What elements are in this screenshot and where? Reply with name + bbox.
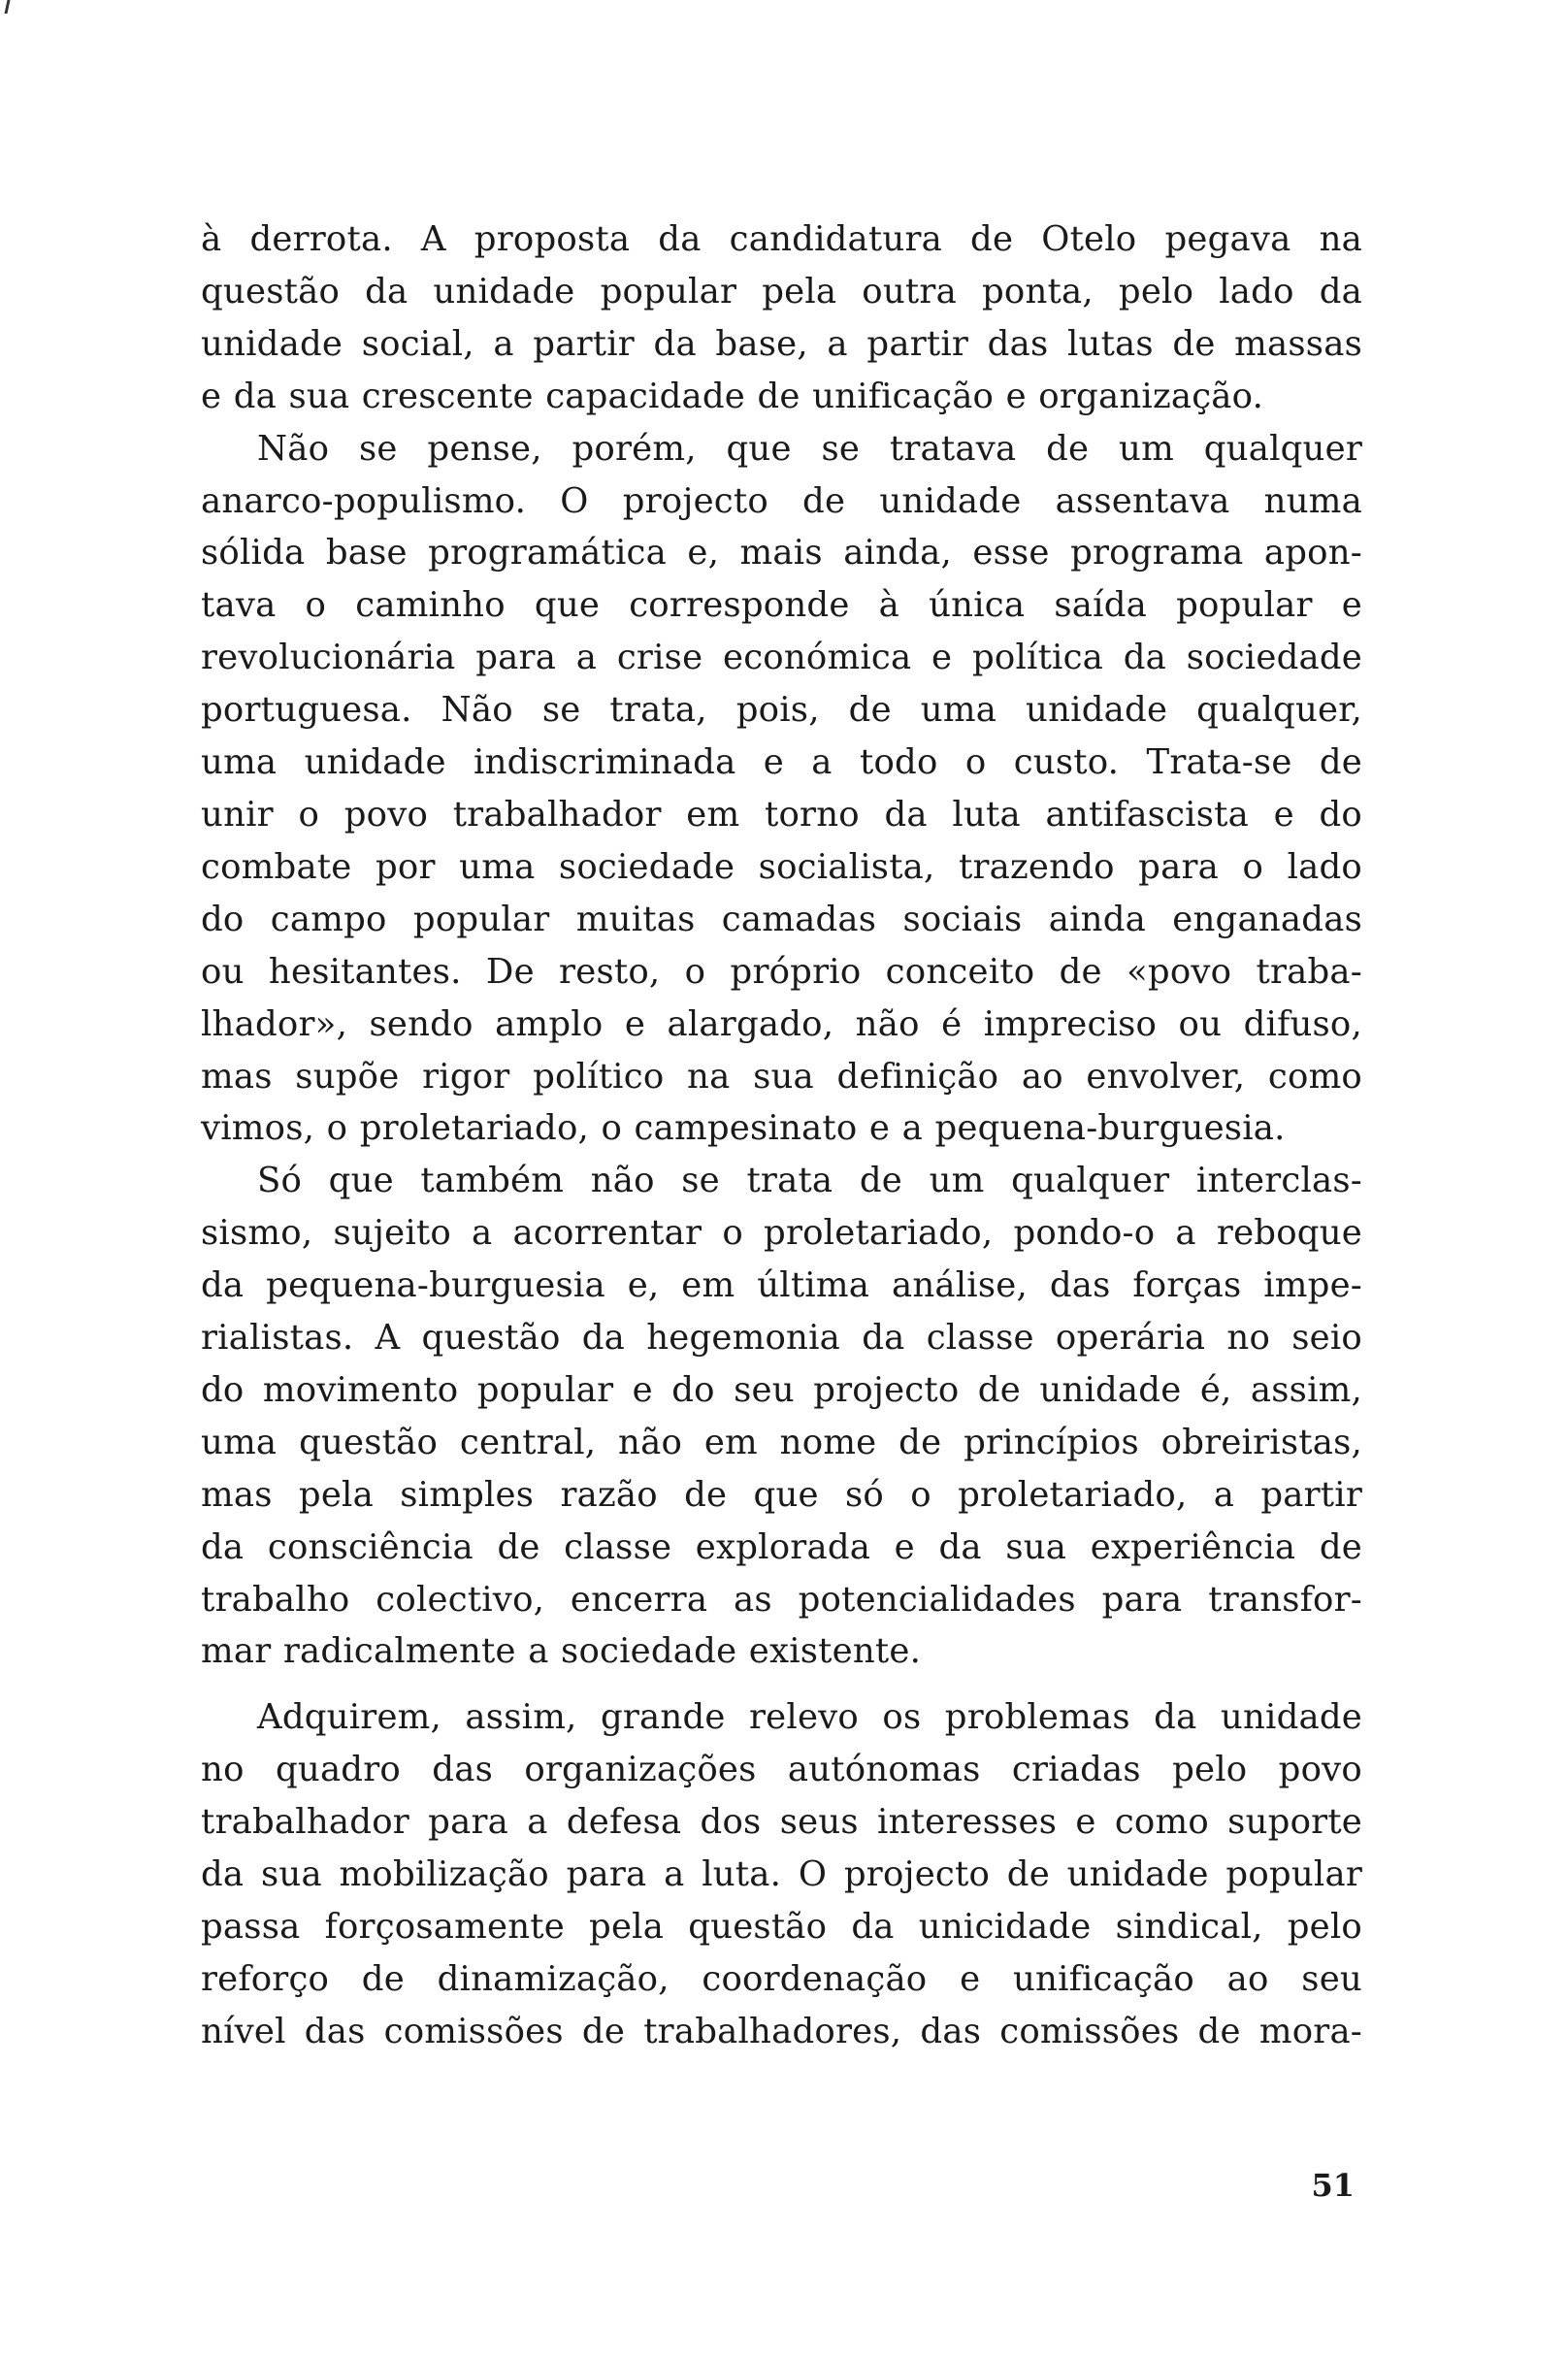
text-line: mas pela simples razão de que só o proletariado, a partir	[201, 1474, 1362, 1515]
text-line: mas supõe rigor político na sua definição ao envolver, como	[201, 1056, 1362, 1097]
text-line: do campo popular muitas camadas sociais ainda enganadas	[201, 899, 1362, 939]
text-line: no quadro das organizações autónomas criadas pelo povo	[201, 1750, 1362, 1790]
scan-mark	[5, 0, 11, 14]
text-line: reforço de dinamização, coordenação e unificação ao seu	[201, 1958, 1362, 1999]
paragraph-2	[201, 423, 1362, 1156]
text-line: tava o caminho que corresponde à única saída popular e	[201, 585, 1362, 626]
text-line: da consciência de classe explorada e da sua experiência de	[201, 1526, 1362, 1567]
text-line: da sua mobilização para a luta. O projecto de unidade popular	[201, 1854, 1362, 1895]
text-line: sólida base programática e, mais ainda, esse programa apon-	[201, 533, 1362, 574]
text-line: nível das comissões de trabalhadores, das comissões de mora-	[201, 2011, 1362, 2051]
text-line: sismo, sujeito a acorrentar o proletariado, pondo-o a reboque	[201, 1213, 1362, 1254]
text-line: uma questão central, não em nome de princípios obreiristas,	[201, 1422, 1362, 1462]
text-line: revolucionária para a crise económica e política da sociedade	[201, 638, 1362, 678]
text-line: trabalho colectivo, encerra as potencialidades para transfor-	[201, 1579, 1362, 1620]
paragraph-1	[201, 213, 1362, 423]
text-line: portuguesa. Não se trata, pois, de uma unidade qualquer,	[201, 690, 1362, 731]
page-number: 51	[1311, 2167, 1355, 2204]
text-line: Não se pense, porém, que se tratava de um qualquer	[257, 428, 1362, 469]
text-line: uma unidade indiscriminada e a todo o custo. Trata-se de	[201, 742, 1362, 783]
text-line: Só que também não se trata de um qualquer interclas-	[257, 1161, 1362, 1201]
text-line: unidade social, a partir da base, a partir das lutas de massas	[201, 323, 1362, 364]
body-text	[201, 213, 1362, 2058]
text-line: passa forçosamente pela questão da unicidade sindical, pelo	[201, 1907, 1362, 1947]
text-line: lhador», sendo amplo e alargado, não é impreciso ou difuso,	[201, 1003, 1362, 1044]
paragraph-4	[201, 1691, 1362, 2057]
text-line: trabalhador para a defesa dos seus interesses e como suporte	[201, 1802, 1362, 1843]
text-line: combate por uma sociedade socialista, trazendo para o lado	[201, 846, 1362, 887]
text-line: da pequena-burguesia e, em última análise, das forças impe-	[201, 1265, 1362, 1306]
text-line: vimos, o proletariado, o campesinato e a pequena-burguesia.	[201, 1108, 1286, 1149]
text-line: ou hesitantes. De resto, o próprio conceito de «povo traba-	[201, 951, 1362, 992]
text-line: questão da unidade popular pela outra ponta, pelo lado da	[201, 271, 1362, 311]
text-line: à derrota. A proposta da candidatura de Otelo pegava na	[201, 219, 1362, 259]
text-line: Adquirem, assim, grande relevo os problemas da unidade	[257, 1697, 1362, 1738]
text-line: mar radicalmente a sociedade existente.	[201, 1631, 922, 1672]
paragraph-3	[201, 1155, 1362, 1678]
text-line: e da sua crescente capacidade de unificação e organização.	[201, 376, 1264, 416]
text-line: anarco-populismo. O projecto de unidade assentava numa	[201, 480, 1362, 521]
text-line: rialistas. A questão da hegemonia da classe operária no seio	[201, 1318, 1362, 1359]
text-line: unir o povo trabalhador em torno da luta antifascista e do	[201, 794, 1362, 835]
text-line: do movimento popular e do seu projecto de unidade é, assim,	[201, 1369, 1362, 1410]
